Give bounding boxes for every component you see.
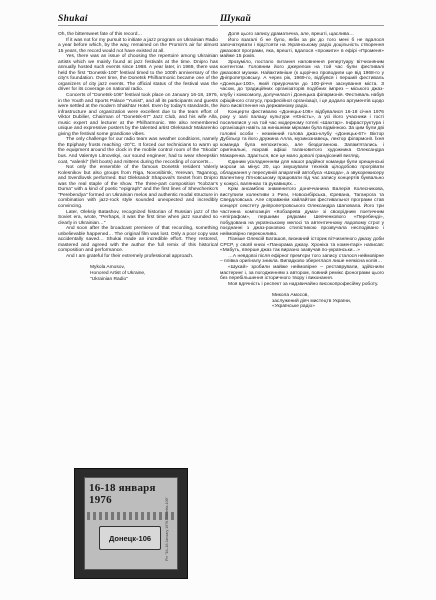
signature-title: заслужений діяч мистецтв України,: [272, 298, 352, 304]
english-signature: [90, 265, 218, 282]
signature-title: Honored Artist of Ukraine,: [90, 270, 146, 276]
ukrainian-paragraph: Пізніше Олексій Баташов, визнаний історик вітчизняного джазу доби СРСР, у своїй книзі «Панорама джазу. Хроніка та коментарі» написав: «Мабуть, вперше джаз так виразно зазвучав по-українськи…»: [220, 237, 384, 254]
ukrainian-paragraph: Моя вдячність і респект за надзвичайно високопрофесійну роботу.: [228, 281, 379, 287]
ukrainian-paragraph: «Шукай» зробили майже неймовірне – реставрували, здійснили мастеринг і, за погодженням з автором, повний ремікс фонограми цього без перебільшення історичного твору і виконання.: [220, 264, 384, 282]
ukrainian-column: [220, 14, 384, 310]
pin-side-caption: Pin "16–18 January 1976. Donetsk-106": [165, 497, 170, 561]
festival-pin-image: [74, 468, 188, 579]
ukrainian-paragraph: Зрозуміло, постало питання наповнення репертуару вітчизняним контентом. Головним його джерелом на той час були фестивалі джазової музики. Найактивніше (к щорічно проводили ще від 1968-го у Дніпропетровську. А через рік, 1969-го, відбувся і перший фестиваль «Донецьк-100», який приурочили до 100-річчя заснування міста. З часом, до традиційних організаторів подібних імпрез – міського джаз-клубу і комсомолу, долучилася і Донецька філармонія. Фестиваль набув офіційного статусу, професійної організації, і це додало аргументів щодо його висвітлення на державному радіо.: [220, 59, 385, 110]
english-title: Shukai: [58, 14, 218, 26]
ukrainian-paragraph: Єдиним ускладненням для нашої радійної команди були хрещенські морози за мінус 20, що змушували техніків цілодобово прогрівати обладнання у пересувній апаратній автобуса «Шкода», а звукорежисеру Валентину Літновському працювати під час запису концертів буквально у кожусі, валянках та рукавицях…: [220, 159, 384, 187]
english-paragraph: The only challenge for our radio team was weather conditions, namely the Epiphany frosts reaching -20°C. It forced our technicians to warm up the equipment around the clock in the mobile control room of the "Skoda" bus. And Valentyn Litnovskyi, our sound engineer, had to wear sheepskin coat, "valenki" (felt boots) and mittens during the recording of concerts…: [58, 137, 218, 165]
english-paragraph: Oh, the bittersweet fate of this record…: [58, 32, 143, 37]
pin-face: [84, 477, 178, 570]
english-paragraph: And I am grateful for their extremely professional approach.: [66, 253, 194, 259]
english-text: [58, 32, 218, 259]
english-paragraph: If it was not for my pursuit to initiate a jazz program on Ukrainian Radio a year before which, by the way, remained on the Promin's air for almost 15 years, the record would not have existed at all.: [58, 37, 218, 54]
pin-date-text: 16-18 января 1976: [89, 482, 156, 506]
signature-name: Mykola Amosov,: [90, 265, 125, 271]
english-paragraph: Not only the ensemble of the famous Donetsk resident Valeriy Kolesnikov but also groups from Riga, Novosibirsk, Yerevan, Taganrog, and Sverdlovsk performed. But Oleksandr Shapoval's Sextet from Dnipro was the real staple of the show. The three-part composition "Kobzar's Duma" with a kind of poetic "epigraph" and the first lines of Shevchenko's "Perebendya" formed on Ukrainian melos and authentic modal structure in combination with jazz-rock style sounded unexpected and incredibly convincing.: [58, 165, 218, 209]
pin-decoration: [87, 512, 175, 520]
ukrainian-paragraph: …А невдовзі після ефірної прем'єри того запису сталося неймовірне – плівка оригіналу зникла. Випадково збереглася лише неякісна копія…: [220, 253, 384, 265]
signature-name: Микола Амосов,: [272, 293, 309, 299]
english-paragraph: Yes, there was an issue of choosing the repertoire among Ukrainian artists which we mainly found at jazz festivals at the time. Dnipro has annually hosted such events since 1968. A year later, in 1969, there was held the first "Donetsk-100" festival timed to the 100th anniversary of the city's foundation. Over time, the Donetsk Philharmonic became one of the organizers of city jazz events. The official status of the festival was the driver for its coverage on national radio.: [58, 54, 218, 93]
signature-org: "Ukrainian Radio": [90, 276, 128, 282]
ukrainian-paragraph: Доля цього запису драматична, але, врешті, щаслива…: [228, 32, 354, 37]
ukrainian-paragraph: Крім ансамблю знаменитого донеччанина Валерія Колесникова, виступили колективи з Риги, Новосибірська, Єревана, Таганрога та Свердловська. Але справжнім хайлайтом фестивальної програми став концерт секстету дніпропетровського Олександра Шаповала. Його три частинна композиція «Кобзарева дума» зі своєрідним поетичним «епіграфом», першими рядками Шевченкового «Перебенді», побудована на українському мелосі та автентичному ладовому строї у поєднанні з джаз-роковою стилістикою прозвучала несподівано і неймовірно переконливо.: [220, 187, 384, 237]
english-paragraph: And soon after the broadcast premiere of that recording, something unbelievable happened… The original film was lost. Only a poor copy was accidentally saved… Shukai made an incredible effort. They restored, mastered and agreed with the author the full remix of this historical composition and performance.: [58, 226, 218, 254]
ukrainian-paragraph: Його взагалі б не було, якби за рік до того мені б не вдалося започаткувати і відстояти на Українському радіо доцільність створення джазової програми, яка, врешті, вдалося «прожити» в ефірі «Променя» майже 15 років.: [220, 37, 384, 60]
ukrainian-paragraph: Концерти фестивалю «Донецьк-106» відбувалися 16-18 січня 1976 року у залі палацу культури «Юність», а усі його учасники і гості поселилися у на той час модерному готелі «Шахтар». Інфраструктура і організація навіть за нинішніми мірками була відмінною. За цим були дві головні особи - незмінний голова джаз-клубу «Донецьк-67» Віктор Дубільєр та його дружина Алла, музикознавець, лектор філармонії. Їхня команда була непохитною, але бездоганною. Запам'ятались і оригінальні, яскраві афіші талановитого художника Олександра Макаренка. Здається, все це мало доволі грандіозний вигляд.: [220, 109, 384, 160]
english-paragraph: Later, Oleksiy Batashov, recognized historian of Russian jazz of the Soviet era, wrote, "Perhaps, it was the first time when jazz sounded so clearly in Ukrainian…": [58, 209, 218, 226]
ukrainian-text: [220, 32, 384, 287]
english-column: [58, 14, 218, 282]
pin-logo: Донецк-106: [99, 526, 161, 550]
signature-org: «Українське радіо»: [272, 304, 315, 310]
ukrainian-signature: [272, 293, 384, 310]
ukrainian-title: Шукай: [220, 14, 384, 26]
english-paragraph: Concerts of "Donetsk-106" festival took place on January 16-18, 1976, in the Youth and Sports Palace "Yunist", and all its participants and guests were settled at the modern Shakhtar Hotel. Even by today's standards, the infrastructure and organization were excellent due to the team effort of Viktor Dubilier, Chairman of "Donetsk-67" Jazz Club, and his wife Alla, music expert and lecturer at the Philharmonic. We also remembered unique and expressive posters by the talented artist Oleksandr Makarenko giving the festival some grandiose vibes.: [58, 93, 218, 137]
